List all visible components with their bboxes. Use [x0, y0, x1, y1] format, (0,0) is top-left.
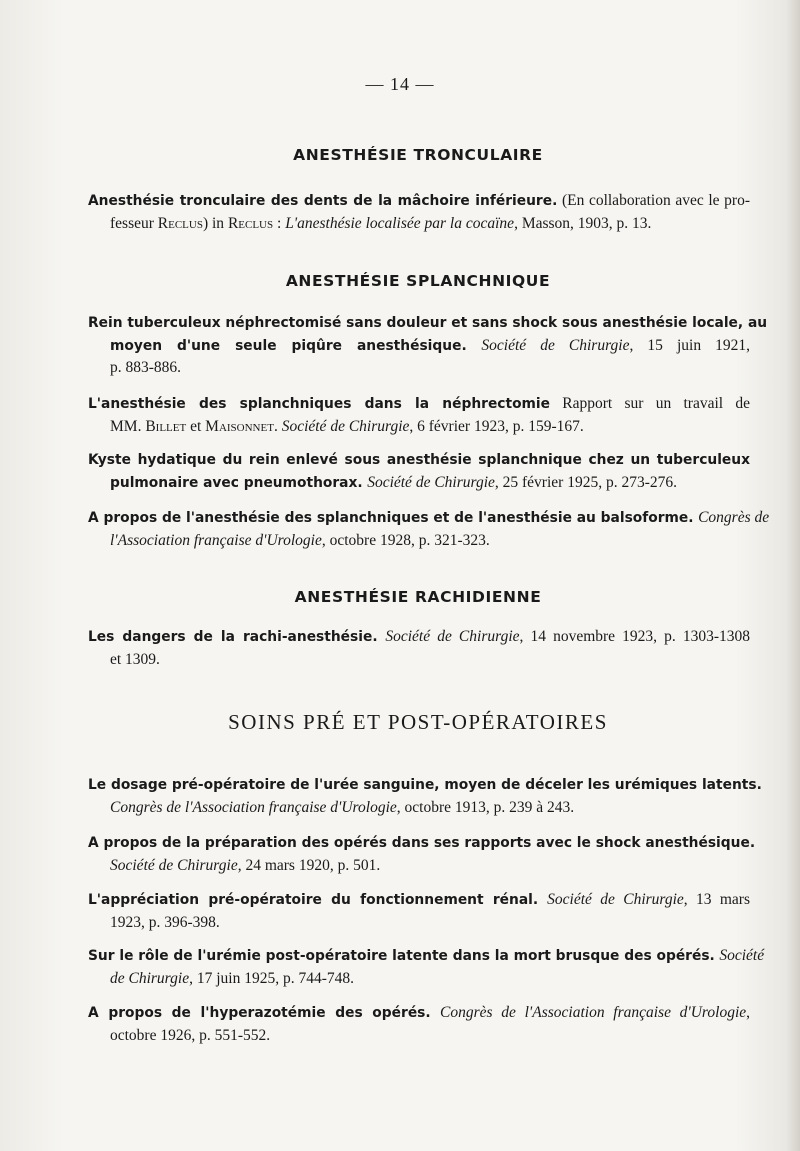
publication-title: Société de Chirurgie [547, 891, 684, 908]
entry-text: . [273, 417, 282, 435]
entry-text: MM. [110, 417, 146, 435]
entry-text: , 14 novembre 1923, p. 1303-1308 [519, 628, 751, 645]
bibliography-entry [88, 507, 770, 552]
author-name: Reclus [157, 214, 203, 232]
entry-text: , 25 février 1925, p. 273-276. [494, 473, 677, 491]
entry-text: p. 883-886. [110, 359, 182, 376]
entry-title: Le dosage pré-opératoire de l'urée sanguine, moyen de déceler les urémiques latents. [88, 777, 762, 793]
entry-title: A propos de l'hyperazotémie des opérés. [88, 1005, 431, 1021]
entry-title: Anesthésie tronculaire des dents de la mâchoire inférieure. [88, 193, 558, 209]
bibliography-entry [88, 450, 750, 494]
publication-title: de Chirurgie [110, 969, 190, 987]
author-name: Reclus [227, 214, 274, 232]
publication-title: Société de Chirurgie [110, 856, 238, 874]
section-heading-soins: SOINS PRÉ ET POST-OPÉRATOIRES [228, 710, 608, 734]
entry-title: moyen d'une seule piqûre anesthésique. [110, 337, 467, 354]
bibliography-entry [88, 775, 762, 819]
publication-title: Congrès de l'Association française d'Urologie [110, 798, 397, 816]
section-heading-rachidienne: ANESTHÉSIE RACHIDIENNE [294, 588, 542, 606]
bibliography-entry [88, 313, 768, 380]
publication-title: Congrès de l'Association française d'Urologie [440, 1004, 747, 1021]
entry-title: Les dangers de la rachi-anesthésie. [88, 629, 378, 645]
bibliography-entry [88, 1002, 750, 1047]
entry-text: , Masson, 1903, p. 13. [514, 214, 652, 232]
entry-title: Sur le rôle de l'urémie post-opératoire latente dans la mort brusque des opérés. [88, 948, 715, 964]
entry-text: , octobre 1913, p. 239 à 243. [396, 798, 575, 816]
entry-text: , 6 février 1923, p. 159-167. [409, 417, 584, 435]
page-number: — 14 — [365, 74, 435, 94]
entry-title: Kyste hydatique du rein enlevé sous anesthésie splanchnique chez un tuberculeux [88, 452, 750, 468]
entry-title: A propos de l'anesthésie des splanchniques et de l'anesthésie au balsoforme. [88, 510, 694, 526]
publication-title: Société de Chirurgie [385, 628, 520, 645]
author-name: Maisonnet [205, 417, 274, 435]
entry-text: Rapport sur un travail de [550, 395, 750, 412]
entry-text: , 13 mars [683, 891, 750, 908]
entry-title: L'anesthésie des splanchniques dans la néphrectomie [88, 396, 551, 412]
publication-title: Société de Chirurgie [367, 473, 495, 491]
entry-text: et [186, 417, 206, 435]
entry-text: et 1309. [110, 650, 160, 668]
entry-text: fesseur [110, 214, 158, 232]
entry-text: ) in [202, 214, 228, 232]
publication-title: Société de Chirurgie [281, 417, 410, 435]
entry-title: Rein tuberculeux néphrectomisé sans douleur et sans shock sous anesthésie locale, au [88, 315, 768, 331]
entry-text: , 15 juin 1921, [629, 336, 750, 354]
publication-title: Société [719, 947, 765, 964]
publication-title: Congrès de [698, 509, 770, 526]
entry-title: pulmonaire avec pneumothorax. [110, 474, 363, 491]
section-heading-splanchnique: ANESTHÉSIE SPLANCHNIQUE [285, 272, 551, 290]
section-heading-tronculaire: ANESTHÉSIE TRONCULAIRE [293, 146, 543, 164]
page-edge-shadow [786, 0, 800, 1151]
entry-text: , 24 mars 1920, p. 501. [237, 856, 381, 874]
entry-title: L'appréciation pré-opératoire du fonctionnement rénal. [88, 892, 539, 908]
bibliography-entry [88, 393, 750, 438]
bibliography-entry [88, 833, 756, 877]
bibliography-entry [88, 190, 750, 235]
entry-text: , [746, 1004, 751, 1021]
entry-title: A propos de la préparation des opérés dans ses rapports avec le shock anesthésique. [88, 835, 756, 851]
entry-text: octobre 1926, p. 551-552. [110, 1026, 271, 1044]
entry-text: (En collaboration avec le pro- [557, 192, 750, 209]
entry-text: 1923, p. 396-398. [110, 913, 220, 931]
bibliography-entry [88, 889, 750, 934]
entry-text: , 17 juin 1925, p. 744-748. [189, 969, 354, 987]
entry-text: : [273, 214, 286, 232]
bibliography-entry [88, 945, 765, 990]
author-name: Billet [145, 417, 187, 435]
publication-title: l'Association française d'Urologie [110, 531, 322, 549]
publication-title: L'anesthésie localisée par la cocaïne [285, 214, 515, 232]
bibliography-entry [88, 626, 750, 671]
publication-title: Société de Chirurgie [481, 336, 630, 354]
entry-text: , octobre 1928, p. 321-323. [321, 531, 490, 549]
